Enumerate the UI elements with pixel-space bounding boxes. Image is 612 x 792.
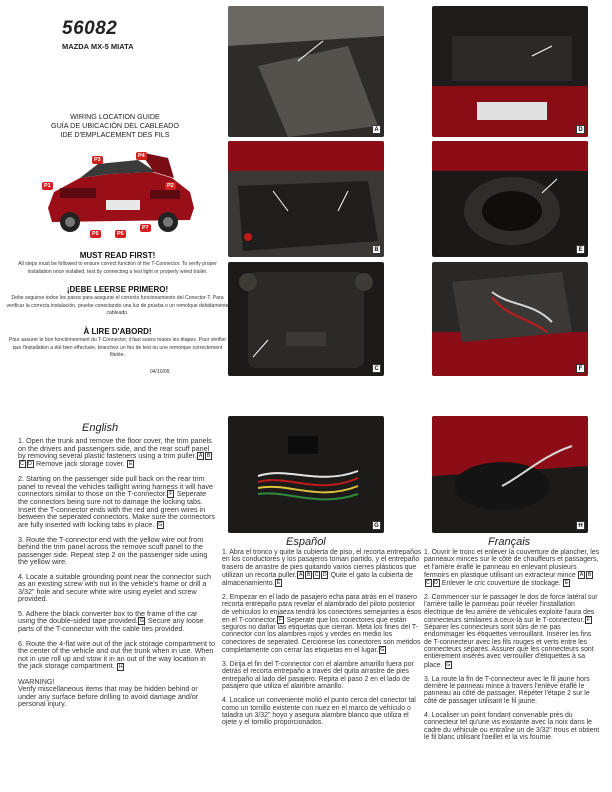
guide-title-fr: IDE D'EMPLACEMENT DES FILS (60, 130, 170, 139)
photo-d-label: D (576, 125, 585, 134)
en-step-2-text: 2. Starting on the passenger side pull back on the rear trim panel to reveal the vehicles taillight wiring harness it will have connectors similar to those on the T-connector. (18, 474, 213, 499)
photo-c (228, 262, 384, 376)
fr-step-3: 3. La route la fin de T-connecteur avec le fil jaune hors derrière le panneau mince à travers l'enlève éraflé le panneau au côté de passager. Répéter l'étape 2 sur le côté de passager utilisant le fil jaune. (424, 675, 590, 705)
en-warning: Verify miscellaneous items that may be hidden behind or under any surface before drilling to avoid damage and/or personal injury. (18, 684, 199, 709)
fr-tag-b: B (587, 571, 592, 578)
es-step-1b-text: Quite el gato la cubierta de almacenamiento. (222, 571, 413, 587)
guide-title-es: GUÍA DE UBICACIÓN DEL CABLEADO (51, 121, 179, 130)
en-step-1-text: 1. Open the trunk and remove the floor cover, the trim panels on the drivers and passengers side, and the rear scuff panel by removing several plastic fasteners using a trim puller. (18, 436, 212, 460)
callout-p1: P1 (44, 183, 51, 189)
es-tag-a: A (298, 571, 303, 578)
fr-tag-c: C (426, 580, 430, 587)
car-diagram (40, 148, 198, 242)
en-step-1b-text: Remove jack storage cover. (36, 459, 125, 469)
en-tag-b: B (206, 453, 211, 460)
es-tag-c: C (314, 571, 319, 578)
must-read-en (0, 251, 235, 276)
photo-g-image (228, 416, 384, 533)
photo-h-label: H (576, 521, 585, 530)
photo-h (432, 416, 588, 533)
photo-f (432, 262, 588, 376)
callout-p5: P5 (92, 231, 99, 237)
fr-step-2b-text: Séparer les connecteurs sont sûrs de ne pas endommager les étiquettes verrouillant. Insérer les fins de T-connecteur avec les fils rouges et verts entre les connecteurs séparés. Assurer que les connecteurs sont entièrement insérés avec verrouiller d'étiquettes à sa place. (424, 624, 594, 669)
wiring-guide-title (10, 112, 220, 139)
en-tag-c: C (20, 461, 24, 468)
es-tag-f: F (279, 617, 283, 624)
es-step-2b-text: Seperate que los conectores que están seguros no dañar las etiquetas que cierran. Meta los fines del T-connector con los alambres rojos y verdes en medio los conectores de seperated. Cerciórese los conectores son metidos completamente con cerrar las etiquetas en el lugar. (222, 616, 421, 654)
part-number: 56082 (62, 18, 118, 39)
es-tag-g: G (380, 647, 385, 654)
must-read-es (0, 285, 235, 318)
english-instructions (18, 437, 216, 715)
photo-c-label: C (372, 364, 381, 373)
must-read-fr-title: À LIRE D'ABORD! (83, 327, 152, 336)
en-tag-e: E (128, 461, 133, 468)
must-read-en-title: MUST READ FIRST! (79, 251, 156, 260)
photo-a (228, 6, 384, 137)
photo-a-label: A (372, 125, 381, 134)
photo-e-label: E (576, 245, 585, 254)
en-step-2 (18, 475, 216, 529)
photo-f-label: F (576, 364, 585, 373)
revision-date: 04/10/09 (150, 369, 170, 375)
photo-g-label: G (372, 521, 381, 530)
callout-p6: P6 (117, 231, 124, 237)
en-step-1 (18, 437, 216, 468)
en-tag-g2: G (139, 618, 144, 625)
fr-tag-a: A (579, 571, 584, 578)
callout-p2: P2 (167, 183, 174, 189)
en-step-6 (18, 640, 216, 671)
en-tag-d: D (28, 461, 32, 468)
must-read-fr-body: Pour assurer le bon fonctionnement du T-Connector, il faut suivre toutes les étapes. Pour vérifier que l'installation a été bien effectuée, branchez un feu de test ou une remorque correctement filetée. (8, 337, 227, 359)
photo-b-label: B (372, 245, 381, 254)
es-step-1-text: 1. Abra el tronco y quite la cubierta de piso, el recorta entrepaños en los conductores y los pasajeros toman partido, y el entrepaño trasero de arrastre de pies quitando varios cierres plásticos que utilizan un recorta puller. (222, 549, 422, 579)
en-step-3: 3. Route the T-connector end with the yellow wire out from behind the trim panel across the remove scuff panel to the passenger side. Repeat step 2 on the passenger side using the yellow wire. (18, 534, 208, 567)
espanol-title: Español (286, 536, 326, 548)
car-illustration (40, 148, 198, 242)
must-read-fr (0, 327, 235, 360)
must-read-es-body: Debe seguirse todos los pasos para asegurar el correcto funcionamiento del Conector-T. Para verificar la correcta instalación, pruebe conectando una luz de prueba o un remolque debidamente cableado. (6, 295, 229, 317)
espanol-instructions (222, 549, 422, 734)
vehicle-model: MAZDA MX-5 MIATA (62, 42, 134, 51)
photo-e (432, 141, 588, 257)
es-step-3: 3. Dirija el fin del T-connector con el alambre amarillo fuera por detrás el recorta entrepaño a través del quita arrastre de pies entrepaño al lado del pasajero. Repita el paso 2 en el lado de pasajero que utiliza el alambre amarillo. (222, 661, 414, 691)
en-tag-a: A (198, 453, 203, 460)
fr-step-2-text: 2. Commencer sur le passager le dos de force latéral sur l'arrière taille le panneau pour révéler l'installation électrique de feu arrière de véhicules exploite l'aura des connecteurs similaires à ceux-là sur le T-connecteur. (424, 594, 598, 624)
photo-g (228, 416, 384, 533)
en-step-2b-text: Seperate the connectors being sure not to damage the locking tabs. Insert the T-connector ends with the red and green wires in between the seperated connectors. Make sure the connectors are fully inserted with locking tabs in place. (18, 489, 215, 529)
fr-step-1 (424, 549, 600, 587)
es-step-2-text: 2. Empezar en el lado de pasajero echa para atrás en el trasero recorta entrepaño para revelar el alambrado del piloto posterior de vehículos lo enjaeza tendrá los conectores semejantes a ésos en el T-connector. (222, 594, 422, 624)
fr-tag-d: D (434, 580, 438, 587)
fr-step-2 (424, 594, 600, 669)
photo-a-image (228, 6, 384, 137)
fr-tag-g: G (446, 661, 451, 668)
en-step-5-text: 5. Adhere the black converter box to the frame of the car using the double-sided tape provided. (18, 608, 198, 626)
en-warning-title: WARNING! (18, 676, 55, 686)
photo-f-image (432, 262, 588, 376)
callout-p3: P3 (94, 157, 101, 163)
en-step-5b-text: Secure any loose parts of the T-connector with the cable ties provided. (18, 616, 204, 634)
es-tag-e: E (276, 580, 281, 587)
en-step-5 (18, 610, 216, 633)
es-step-4: 4. Localice un conveniente molió el punto cerca del conector tal como un tornillo existente con nuez en el marco de vehículo o taladra un 3/32" hoyo y asegura alambre blanco que utiliza el ojete y el tornillo proporcionados. (222, 697, 416, 727)
es-tag-b: B (306, 571, 311, 578)
photo-h-image (432, 416, 588, 533)
callout-p4: P4 (138, 153, 145, 159)
en-step-6-text: 6. Route the 4-flat wire out of the jack storage compartment to the center of the vehicle and out the trunk when in use. When not in use roll up and stow it in an out of the way location in the jack storage compartment. (18, 638, 215, 671)
es-step-2 (222, 594, 422, 654)
en-tag-h: H (118, 663, 123, 670)
francais-instructions (424, 549, 600, 748)
photo-b (228, 141, 384, 257)
fr-tag-f: F (586, 617, 590, 624)
fr-step-1-text: 1. Ouvrir le tronc et enlever la couverture de plancher, les panneaux minces sur le côté de chauffeurs et passagers, et l'arrière éraflé le panneau en enlevant plusieurs fermoirs en plastique utilisant un extracteur mince (424, 549, 600, 579)
photo-e-image (432, 141, 588, 257)
photo-d-image (432, 6, 588, 137)
guide-title-en: WIRING LOCATION GUIDE (70, 112, 160, 121)
fr-step-4: 4. Localiser un point fondant convenable près du connecteur tel qu'une vis existante avec la noix dans le cadre du véhicule ou entraîne un de 3/32" trous et obtient le fil blanc utilisant l'oeillet et la vis fournie. (424, 711, 600, 741)
must-read-es-title: ¡DEBE LEERSE PRIMERO! (66, 285, 169, 294)
must-read-en-body: All steps must be followed to ensure correct function of the T-Connector. To verify proper installation once installed, test by connecting a test light or properly wired trailer. (18, 261, 217, 275)
fr-tag-e: E (564, 580, 569, 587)
english-title: English (82, 422, 119, 434)
photo-b-image (228, 141, 384, 257)
es-tag-d: D (322, 571, 327, 578)
photo-d (432, 6, 588, 137)
en-tag-f: F (169, 491, 173, 498)
fr-step-1b-text: Enlever le cric couverture de stockage. (441, 579, 561, 587)
es-step-1 (222, 549, 422, 587)
en-tag-g: G (158, 521, 163, 528)
francais-title: Français (488, 536, 531, 548)
en-step-4: 4. Locate a suitable grounding point near the connector such as an existing screw with nut in the vehicle's frame or drill a 3/32" hole and secure white wire using eyelet and screw provided. (18, 571, 211, 604)
callout-p7: P7 (142, 225, 149, 231)
photo-c-image (228, 262, 384, 376)
